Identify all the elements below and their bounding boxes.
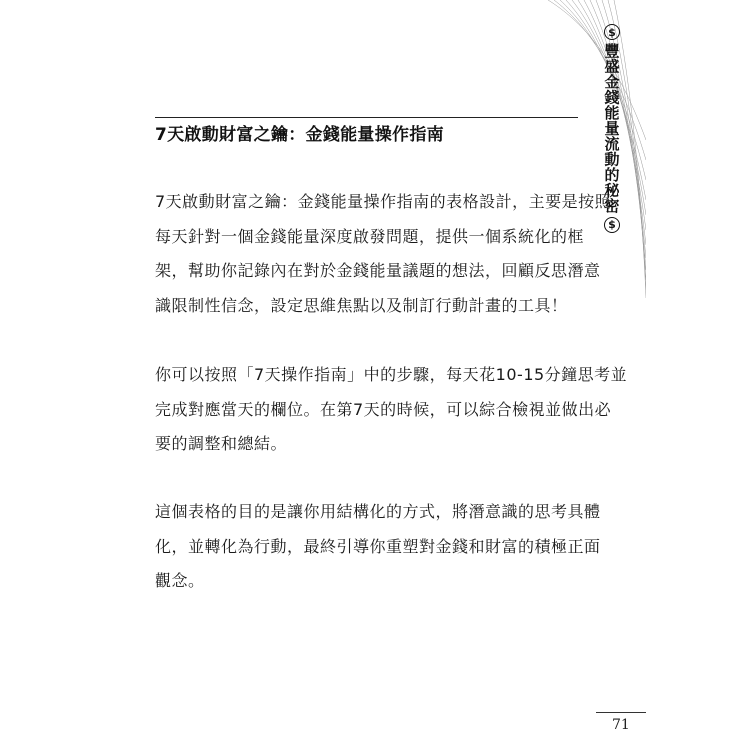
dollar-coin-icon: $ (604, 217, 620, 233)
dollar-coin-icon: $ (604, 24, 620, 40)
paragraph-line: 每天針對一個金錢能量深度啟發問題，提供一個系統化的框 (155, 226, 585, 246)
paragraph-3 (155, 495, 601, 599)
paragraph-line: 這個表格的目的是讓你用結構化的方式，將潛意識的思考具體 (155, 502, 601, 521)
paragraph-1 (155, 185, 611, 323)
section-heading: 7天啟動財富之鑰：金錢能量操作指南 (155, 125, 444, 145)
paragraph-line: 化，並轉化為行動，最終引導你重塑對金錢和財富的積極正面 (155, 536, 601, 556)
page-number: 71 (612, 717, 630, 733)
paragraph-line: 要的調整和總結。 (155, 434, 288, 453)
side-header-title: 豐盛金錢能量流動的秘密 (602, 43, 621, 214)
paragraph-line: 架，幫助你記錄內在對於金錢能量議題的想法，回顧反思潛意 (155, 261, 601, 280)
paragraph-line: 7天啟動財富之鑰：金錢能量操作指南的表格設計，主要是按照 (155, 192, 612, 211)
paragraph-line: 觀念。 (155, 571, 205, 590)
paragraph-line: 你可以按照「7天操作指南」中的步驟，每天花10-15分鐘思考並 (155, 365, 628, 384)
paragraph-line: 完成對應當天的欄位。在第7天的時候，可以綜合檢視並做出必 (155, 399, 612, 419)
footer-rule (596, 712, 646, 713)
paragraph-2 (155, 358, 627, 462)
heading-rule (155, 117, 578, 118)
paragraph-line: 識限制性信念，設定思維焦點以及制訂行動計畫的工具！ (155, 295, 568, 315)
